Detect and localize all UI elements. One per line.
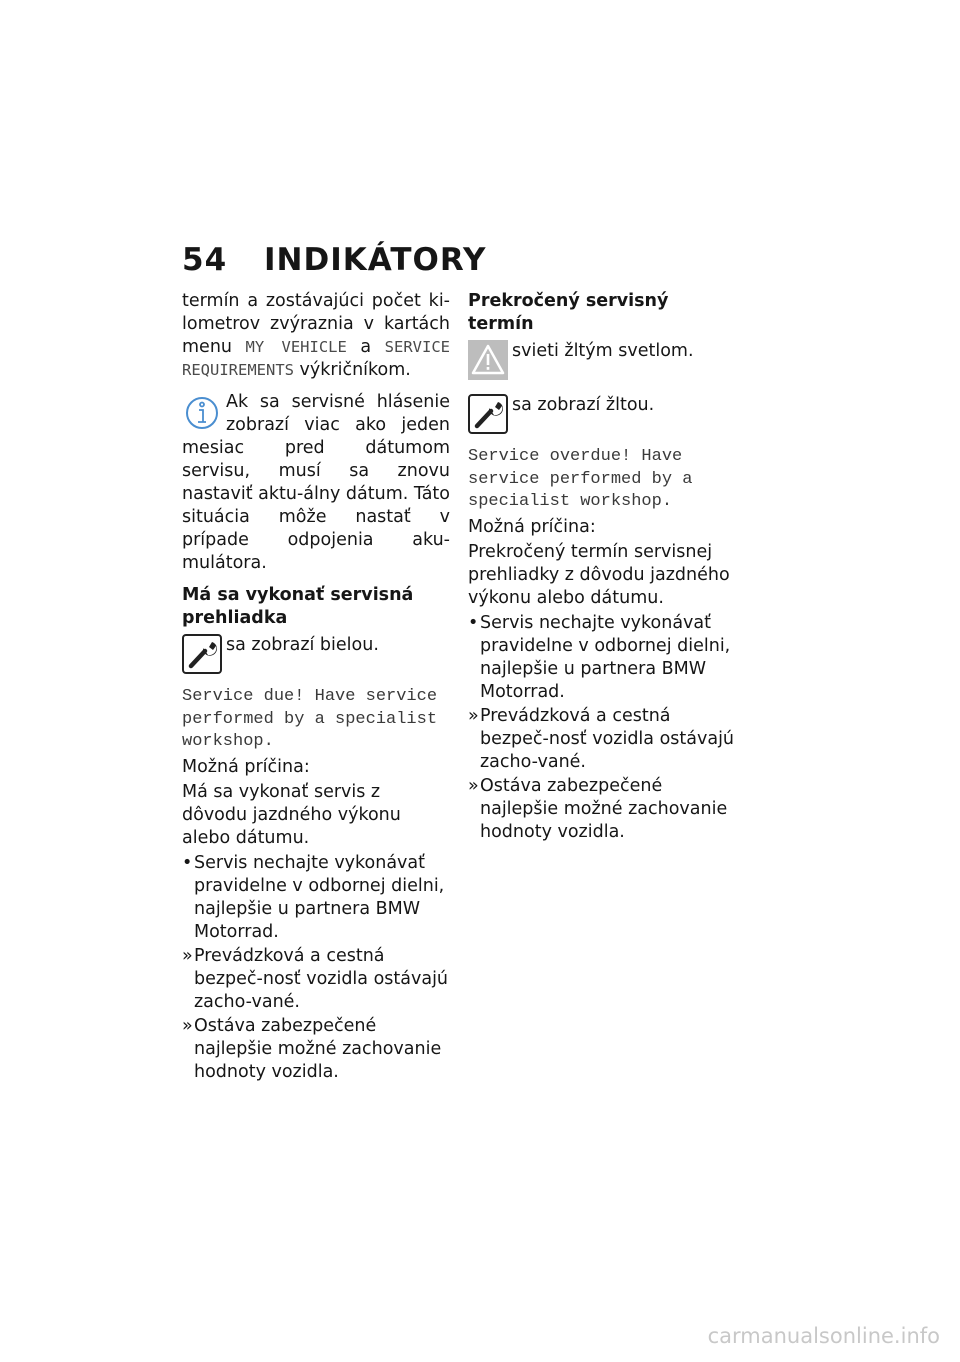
menu-my-vehicle: MY VEHICLE	[245, 338, 347, 356]
action-list	[182, 852, 450, 1084]
bullet-text: Servis nechajte vykonávať pravidelne v odbornej dielni, najlepšie u partnera BMW Motorrad.	[194, 852, 445, 942]
display-message-overdue: Service overdue! Have service performed by a specialist workshop.	[468, 447, 693, 511]
cause-text: Má sa vykonať servis z dôvodu jazdného výkonu alebo dátumu.	[182, 781, 401, 848]
wrench-icon	[182, 634, 222, 674]
intro-paragraph	[182, 290, 450, 382]
action-list	[468, 612, 738, 844]
intro-end: výkričníkom.	[293, 360, 411, 380]
page-title: INDIKÁTORY	[264, 242, 487, 278]
wrench-yellow-text: sa zobrazí žltou.	[512, 395, 655, 415]
wrench-icon	[468, 394, 508, 434]
result-marker: »	[468, 705, 479, 726]
cause-label: Možná príčina:	[182, 756, 310, 777]
info-text: Ak sa servisné hlásenie zobrazí viac ako jeden mesiac pred dátumom servisu, musí sa znovu nastaviť aktu-álny dátum. Táto situácia môže nastať v prípade odpojenia aku-mulátora.	[182, 392, 450, 573]
wrench-white-text: sa zobrazí bielou.	[226, 635, 379, 655]
wrench-white-row	[182, 634, 450, 674]
section-heading-overdue: Prekročený servisný termín	[468, 291, 669, 334]
list-item	[182, 1015, 450, 1084]
info-icon	[182, 391, 222, 435]
list-item	[182, 852, 450, 944]
menu-service-requirements: SERVICE REQUIREMENTS	[182, 338, 450, 379]
result-marker: »	[468, 775, 479, 796]
list-item	[468, 705, 738, 774]
result-marker: »	[182, 945, 193, 966]
list-item	[468, 612, 738, 704]
intro-text: termín a zostávajúci počet ki-lometrov zvýraznia v kartách menu	[182, 291, 450, 357]
intro-and: a	[346, 337, 385, 357]
bullet-marker: •	[468, 612, 479, 633]
result-marker: »	[182, 1015, 193, 1036]
watermark: carmanualsonline.info	[707, 1324, 940, 1348]
result-text: Ostáva zabezpečené najlepšie možné zachovanie hodnoty vozidla.	[194, 1015, 442, 1082]
warning-row	[468, 340, 738, 380]
result-text: Ostáva zabezpečené najlepšie možné zachovanie hodnoty vozidla.	[480, 775, 728, 842]
warning-text: svieti žltým svetlom.	[512, 341, 694, 361]
wrench-yellow-row	[468, 394, 738, 434]
list-item	[182, 945, 450, 1014]
result-text: Prevádzková a cestná bezpeč-nosť vozidla ostávajú zacho-vané.	[194, 945, 449, 1012]
page-number: 54	[182, 242, 228, 278]
list-item	[468, 775, 738, 844]
cause-text: Prekročený termín servisnej prehliadky z dôvodu jazdného výkonu alebo dátumu.	[468, 541, 730, 608]
cause-block	[182, 756, 450, 779]
display-message-due: Service due! Have service performed by a specialist workshop.	[182, 687, 438, 751]
cause-label: Možná príčina:	[468, 516, 596, 537]
left-column	[182, 290, 450, 1085]
page-header	[182, 242, 486, 278]
result-text: Prevádzková a cestná bezpeč-nosť vozidla ostávajú zacho-vané.	[480, 705, 735, 772]
section-heading-service-due: Má sa vykonať servisná prehliadka	[182, 585, 414, 628]
warning-triangle-icon	[468, 340, 508, 380]
bullet-text: Servis nechajte vykonávať pravidelne v odbornej dielni, najlepšie u partnera BMW Motorrad.	[480, 612, 731, 702]
right-column	[468, 290, 738, 845]
info-paragraph	[182, 391, 450, 575]
bullet-marker: •	[182, 852, 193, 873]
